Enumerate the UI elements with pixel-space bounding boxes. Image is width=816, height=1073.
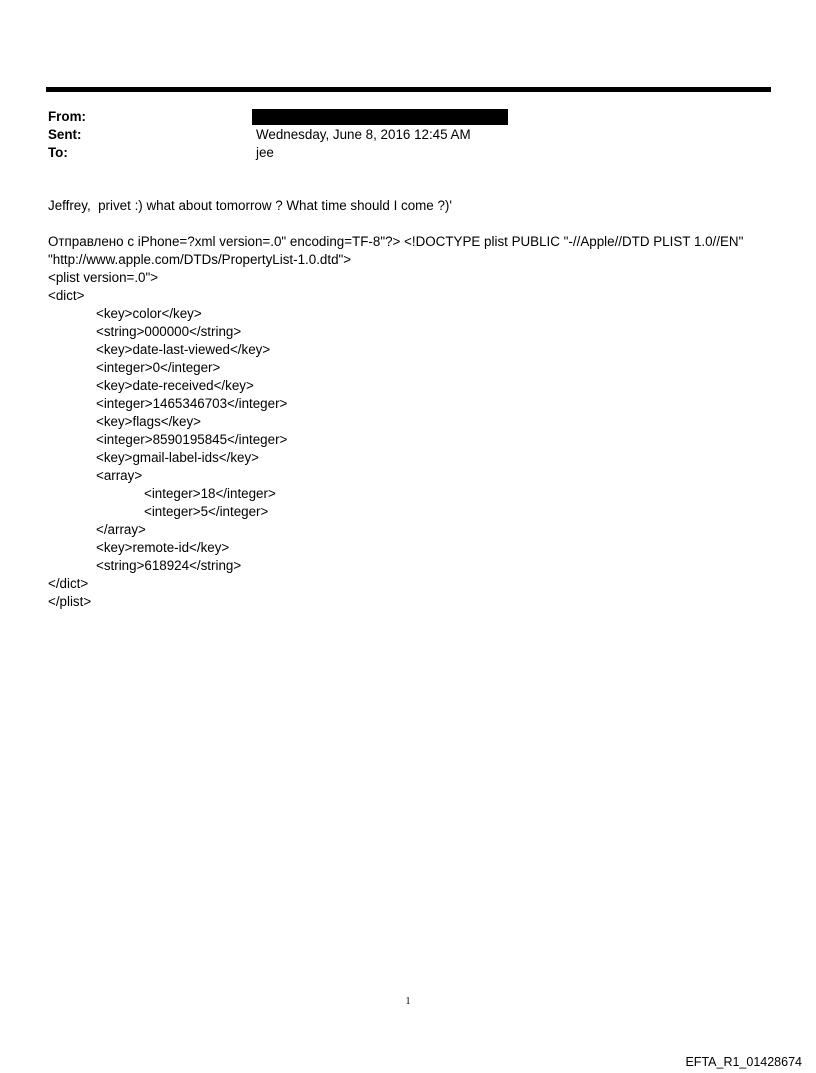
document-id: EFTA_R1_01428674 [685, 1055, 802, 1069]
body-line: <integer>0</integer> [96, 360, 221, 375]
body-line: </array> [96, 522, 146, 537]
body-line: <plist version=.0"> [48, 270, 159, 285]
body-line: <dict> [48, 288, 85, 303]
body-line: <key>gmail-label-ids</key> [96, 450, 260, 465]
body-line: <integer>5</integer> [144, 504, 269, 519]
email-header [48, 108, 768, 162]
body-line: <array> [96, 468, 143, 483]
message-body [48, 197, 768, 611]
from-label: From: [48, 109, 86, 124]
from-row [48, 108, 768, 126]
body-line: </dict> [48, 576, 89, 591]
page-number: 1 [405, 996, 411, 1007]
greeting-line: Jeffrey, privet :) what about tomorrow ? What time should I come ?)' [48, 198, 452, 213]
to-label: To: [48, 145, 68, 160]
sent-row [48, 126, 768, 144]
redaction-bar [252, 109, 508, 125]
body-line: <integer>1465346703</integer> [96, 396, 288, 411]
body-line: Отправлено с iPhone=?xml version=.0" encoding=TF-8"?> <!DOCTYPE plist PUBLIC "-//Apple//DTD PLIST 1.0//EN" [48, 234, 744, 249]
to-value: jee [256, 145, 274, 160]
sent-label: Sent: [48, 127, 82, 142]
sent-value: Wednesday, June 8, 2016 12:45 AM [256, 127, 471, 142]
body-line: <key>date-last-viewed</key> [96, 342, 271, 357]
body-line: <string>618924</string> [96, 558, 242, 573]
top-rule [46, 87, 771, 92]
body-line: <integer>18</integer> [144, 486, 276, 501]
body-line: </plist> [48, 594, 92, 609]
paragraph-gap [48, 215, 768, 233]
body-line: <string>000000</string> [96, 324, 242, 339]
body-line: <integer>8590195845</integer> [96, 432, 288, 447]
body-line: <key>remote-id</key> [96, 540, 230, 555]
body-line: <key>flags</key> [96, 414, 201, 429]
to-row [48, 144, 768, 162]
body-line: "http://www.apple.com/DTDs/PropertyList-1.0.dtd"> [48, 252, 352, 267]
body-line: <key>color</key> [96, 306, 202, 321]
body-line: <key>date-received</key> [96, 378, 254, 393]
